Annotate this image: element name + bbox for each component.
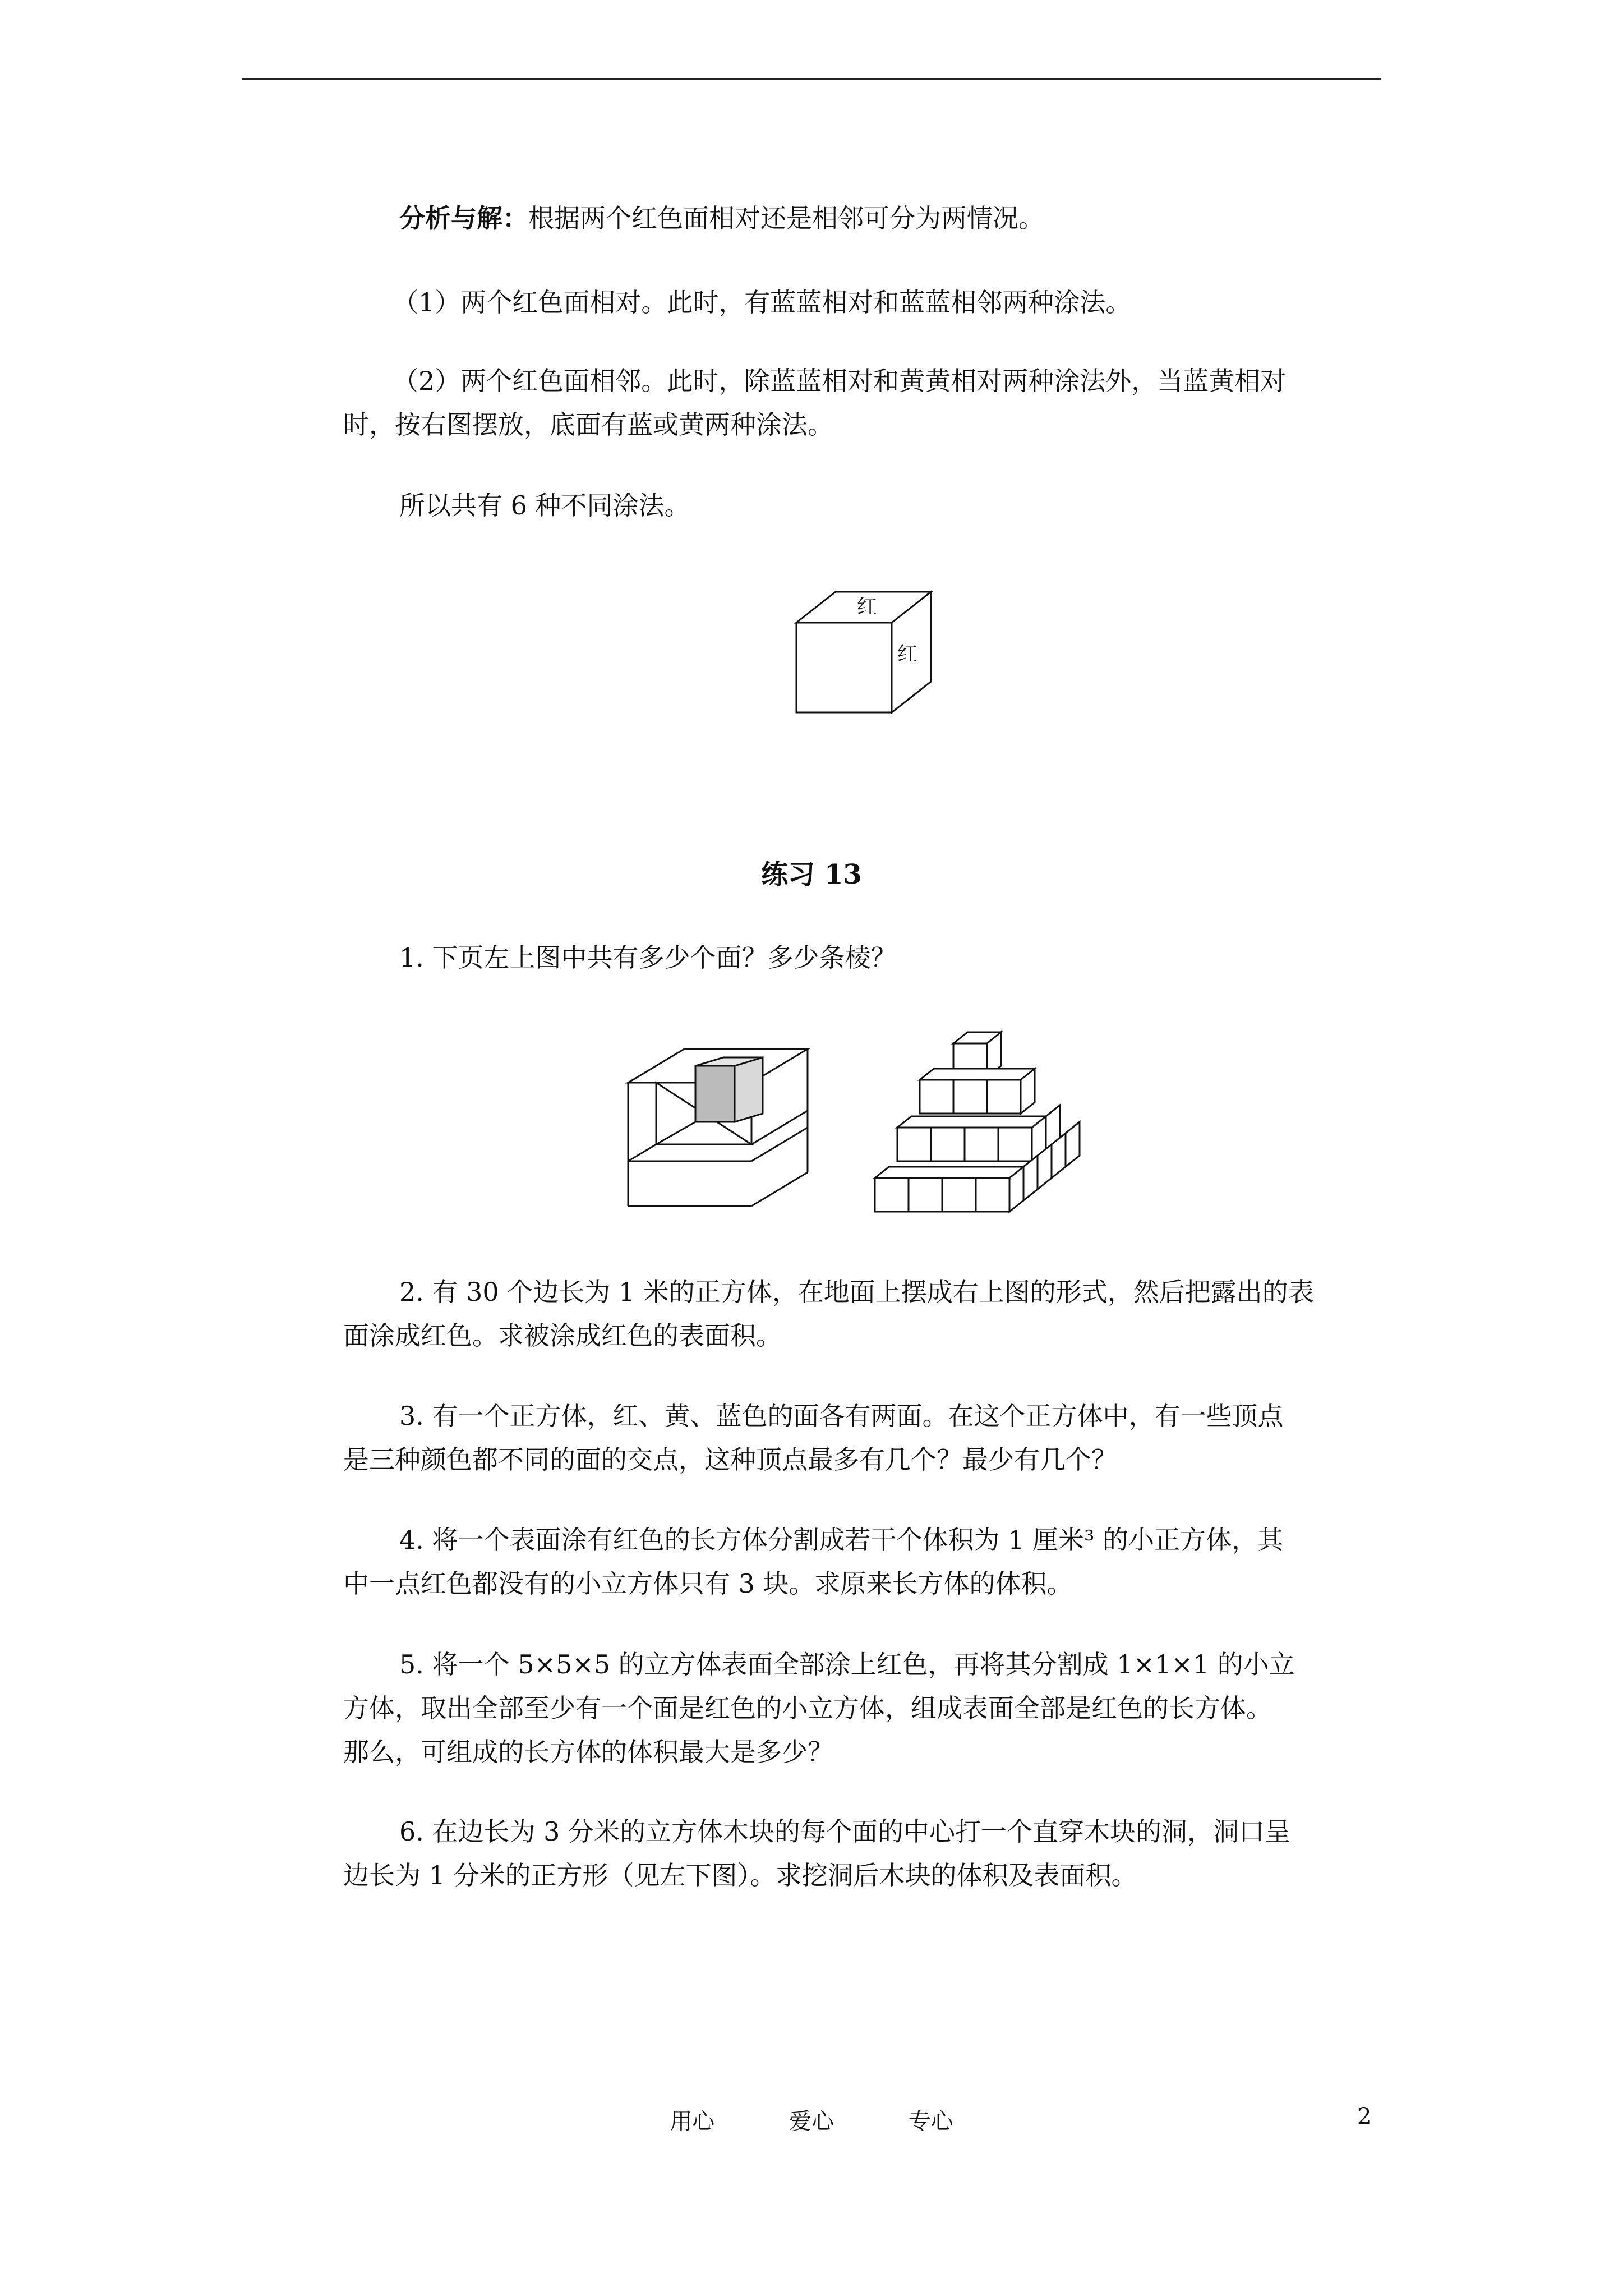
cube-top-label: 红 — [857, 596, 878, 619]
question-5-line-2: 方体，取出全部至少有一个面是红色的小立方体，组成表面全部是红色的长方体。 — [343, 1693, 1272, 1723]
page-number: 2 — [1357, 2104, 1372, 2129]
analysis-intro — [399, 196, 1375, 240]
footer-item: 爱心 — [789, 2109, 834, 2134]
cube-side-label: 红 — [897, 643, 918, 666]
question-3-line-2: 是三种颜色都不同的面的交点，这种顶点最多有几个？最少有几个？ — [343, 1444, 1117, 1475]
question-1: 1. 下页左上图中共有多少个面？多少条棱？ — [399, 942, 897, 973]
question-2-line-1: 2. 有 30 个边长为 1 米的正方体，在地面上摆成右上图的形式，然后把露出的表 — [399, 1277, 1314, 1307]
l-block-drawing — [623, 1043, 858, 1217]
cube-pyramid-drawing — [864, 1010, 1110, 1223]
analysis-conclusion: 所以共有 6 种不同涂法。 — [399, 490, 690, 521]
question-4-line-1: 4. 将一个表面涂有红色的长方体分割成若干个体积为 1 厘米³ 的小正方体，其 — [399, 1525, 1284, 1555]
footer-item: 用心 — [670, 2109, 715, 2134]
analysis-case-1: （1）两个红色面相对。此时，有蓝蓝相对和蓝蓝相邻两种涂法。 — [393, 287, 1132, 318]
question-5-line-1: 5. 将一个 5×5×5 的立方体表面全部涂上红色，再将其分割成 1×1×1 的小立 — [399, 1649, 1295, 1680]
question-6-line-1: 6. 在边长为 3 分米的立方体木块的每个面的中心打一个直穿木块的洞，洞口呈 — [399, 1816, 1291, 1847]
analysis-case-2-line-1: （2）两个红色面相邻。此时，除蓝蓝相对和黄黄相对两种涂法外，当蓝黄相对 — [393, 366, 1287, 396]
analysis-case-2-line-2: 时，按右图摆放，底面有蓝或黄两种涂法。 — [343, 409, 833, 440]
analysis-intro-text: 根据两个红色面相对还是相邻可分为两情况。 — [528, 203, 1044, 233]
footer-item: 专心 — [908, 2109, 953, 2134]
question-6-line-2: 边长为 1 分米的正方形（见左下图）。求挖洞后木块的体积及表面积。 — [343, 1860, 1137, 1890]
exercise-title: 练习 13 — [761, 859, 862, 890]
header-rule — [242, 78, 1381, 80]
analysis-lead: 分析与解： — [399, 203, 528, 233]
question-2-line-2: 面涂成红色。求被涂成红色的表面积。 — [343, 1320, 782, 1351]
l-block-figure — [623, 1043, 858, 1217]
question-5-line-3: 那么，可组成的长方体的体积最大是多少？ — [343, 1737, 833, 1767]
question-3-line-1: 3. 有一个正方体，红、黄、蓝色的面各有两面。在这个正方体中，有一些顶点 — [399, 1401, 1284, 1431]
question-4-line-2: 中一点红色都没有的小立方体只有 3 块。求原来长方体的体积。 — [343, 1568, 1073, 1599]
cube-figure — [785, 583, 965, 718]
page-footer — [0, 2104, 1623, 2136]
cube-pyramid-figure — [864, 1010, 1110, 1223]
